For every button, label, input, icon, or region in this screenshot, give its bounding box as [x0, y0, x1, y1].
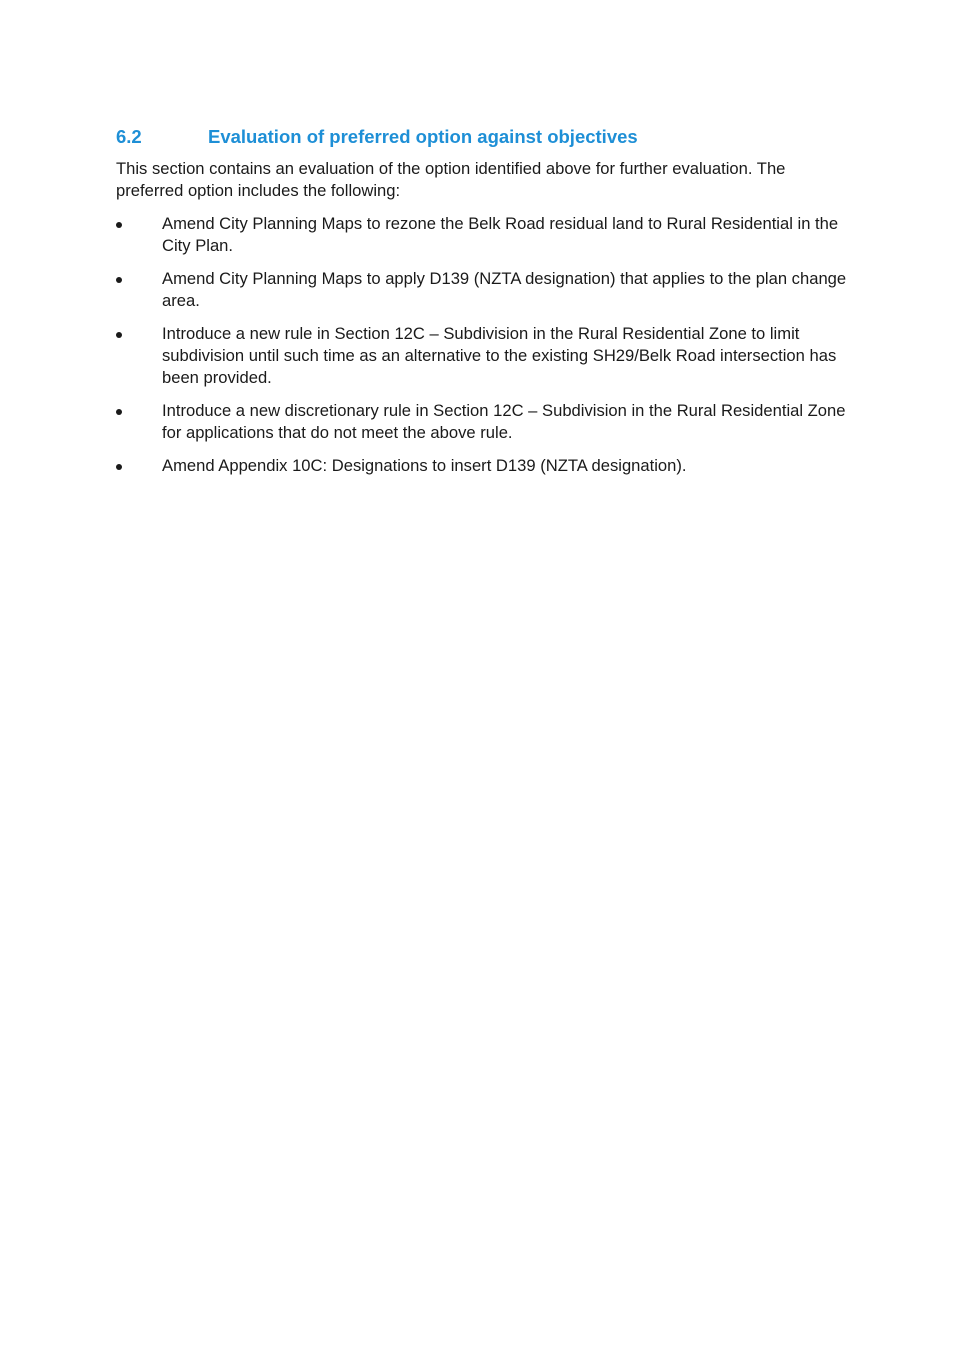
intro-paragraph: This section contains an evaluation of the option identified above for further evaluation. The preferred option includes the following: [116, 159, 786, 200]
section-title: Evaluation of preferred option against objectives [208, 126, 638, 147]
list-item [116, 323, 861, 389]
section-number: 6.2 [116, 126, 142, 147]
list-item [116, 268, 861, 312]
bullet-icon [116, 332, 122, 338]
list-item-text: Introduce a new rule in Section 12C – Subdivision in the Rural Residential Zone to limit subdivision until such time as an alternative to the existing SH29/Belk Road intersection has been provided. [162, 324, 837, 387]
list-item-text: Amend City Planning Maps to apply D139 (NZTA designation) that applies to the plan change area. [162, 269, 847, 310]
list-item [116, 400, 861, 444]
list-item [116, 455, 861, 477]
list-item-text: Introduce a new discretionary rule in Section 12C – Subdivision in the Rural Residential Zone for applications that do not meet the above rule. [162, 401, 846, 442]
list-item-text: Amend Appendix 10C: Designations to insert D139 (NZTA designation). [162, 456, 687, 475]
bullet-icon [116, 222, 122, 228]
bullet-icon [116, 277, 122, 283]
section-heading [116, 125, 876, 149]
list-item-text: Amend City Planning Maps to rezone the Belk Road residual land to Rural Residential in the City Plan. [162, 214, 839, 255]
bullet-icon [116, 409, 122, 415]
list-item [116, 213, 861, 257]
bullet-icon [116, 464, 122, 470]
bullet-list [116, 213, 861, 488]
